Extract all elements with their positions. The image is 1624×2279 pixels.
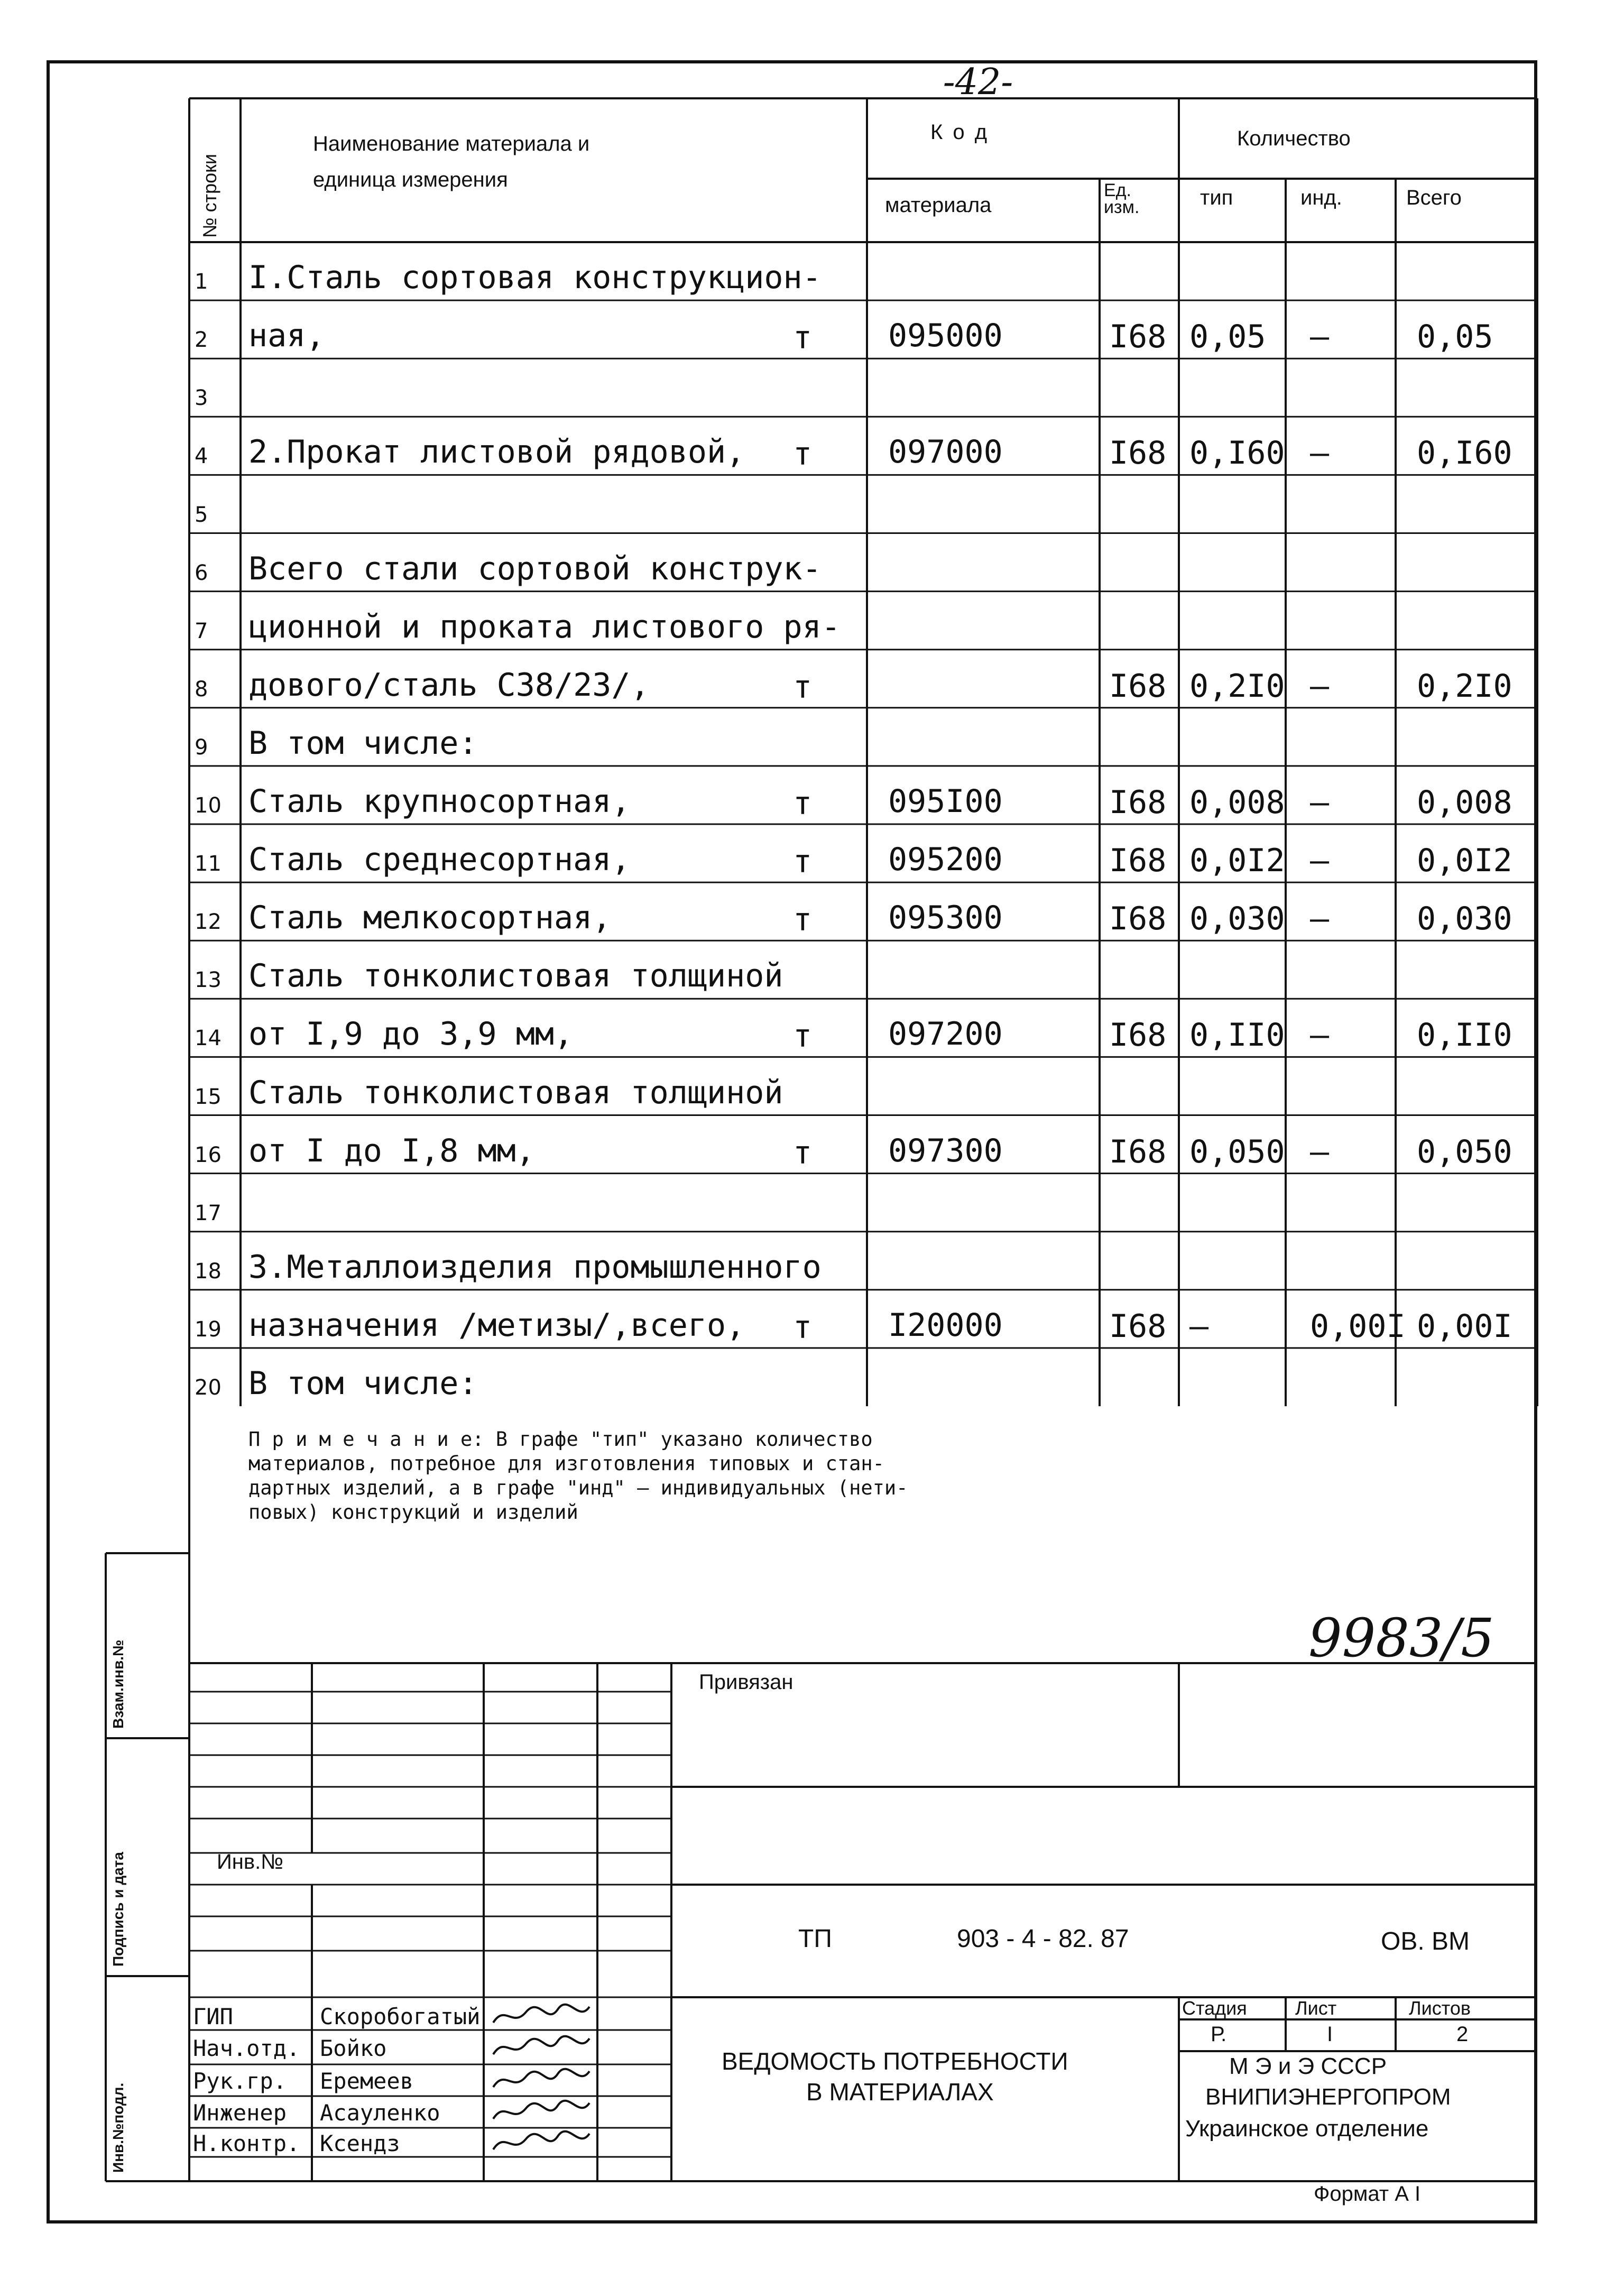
side-podpis: Подпись и дата xyxy=(110,1852,126,1967)
cell-typ: 0,2I0 xyxy=(1189,667,1285,705)
cell-total: 0,008 xyxy=(1417,784,1512,821)
cell-unit: I68 xyxy=(1109,900,1167,938)
cell-name: назначения /метизы/,всего, xyxy=(248,1306,745,1344)
signature-role: Н.контр. xyxy=(193,2130,300,2156)
signature-role: ГИП xyxy=(193,2004,233,2029)
cell-t: т xyxy=(793,668,813,706)
header-material: материала xyxy=(885,193,992,217)
cell-n: 14 xyxy=(195,1026,222,1051)
signature-name: Скоробогатый xyxy=(320,2004,481,2029)
doc-title-line2: В МАТЕРИАЛАХ xyxy=(806,2078,994,2106)
cell-total: 0,2I0 xyxy=(1417,667,1512,705)
cell-n: 6 xyxy=(195,560,208,585)
cell-total: 0,05 xyxy=(1417,318,1493,356)
cell-name: Сталь мелкосортная, xyxy=(248,899,612,937)
cell-name: от I до I,8 мм, xyxy=(248,1132,535,1169)
org-line3: Украинское отделение xyxy=(1185,2116,1429,2142)
cell-typ: 0,050 xyxy=(1189,1133,1285,1170)
signature-name: Еремеев xyxy=(320,2068,414,2094)
cell-typ: – xyxy=(1189,1307,1209,1345)
cell-unit: I68 xyxy=(1109,667,1167,705)
cell-typ: 0,I60 xyxy=(1189,435,1285,472)
cell-n: 7 xyxy=(195,619,208,643)
cell-ind: – xyxy=(1310,435,1330,472)
cell-n: 17 xyxy=(195,1201,222,1225)
header-row-no: № строки xyxy=(199,153,220,238)
cell-total: 0,00I xyxy=(1417,1307,1512,1345)
cell-ind: – xyxy=(1310,842,1330,880)
cell-unit: I68 xyxy=(1109,784,1167,821)
cell-ind: 0,00I xyxy=(1310,1307,1406,1345)
header-unit: Ед. изм. xyxy=(1104,180,1140,217)
cell-ind: – xyxy=(1310,900,1330,938)
header-ind: инд. xyxy=(1300,186,1342,209)
handwritten-signature xyxy=(489,2001,595,2031)
cell-typ: 0,030 xyxy=(1189,900,1285,938)
header-name-line2: единица измерения xyxy=(313,168,508,191)
cell-unit: I68 xyxy=(1109,1133,1167,1170)
cell-code: 097200 xyxy=(888,1016,1003,1053)
signature-name: Асауленко xyxy=(320,2100,440,2126)
cell-n: 15 xyxy=(195,1084,222,1109)
signature-role: Рук.гр. xyxy=(193,2068,287,2094)
cell-n: 19 xyxy=(195,1317,222,1342)
cell-total: 0,0I2 xyxy=(1417,842,1512,880)
cell-n: 10 xyxy=(195,794,222,818)
signature-role: Нач.отд. xyxy=(193,2035,300,2061)
note-line: повых) конструкций и изделий xyxy=(248,1501,578,1524)
signature-name: Бойко xyxy=(320,2035,387,2061)
cell-t: т xyxy=(793,436,813,473)
org-line1: М Э и Э СССР xyxy=(1229,2053,1387,2079)
cell-n: 18 xyxy=(195,1259,222,1284)
cell-n: 13 xyxy=(195,968,222,993)
cell-n: 1 xyxy=(195,270,208,294)
cell-n: 4 xyxy=(195,444,208,469)
cell-name: 3.Металлоизделия промышленного xyxy=(248,1248,822,1286)
cell-n: 8 xyxy=(195,677,208,702)
format-label: Формат А I xyxy=(1314,2182,1421,2206)
cell-t: т xyxy=(793,1308,813,1346)
page-number: -42- xyxy=(943,61,1013,103)
sheet-value: I xyxy=(1327,2023,1333,2046)
privyazan-label: Привязан xyxy=(699,1671,793,1694)
cell-unit: I68 xyxy=(1109,842,1167,880)
cell-ind: – xyxy=(1310,1133,1330,1170)
cell-t: т xyxy=(793,785,813,822)
cell-code: 095200 xyxy=(888,841,1003,879)
note-line: дартных изделий, а в графе "инд" – индивидуальных (нети- xyxy=(248,1477,908,1499)
cell-t: т xyxy=(793,319,813,357)
stage-label: Стадия xyxy=(1182,1997,1247,2019)
cell-ind: – xyxy=(1310,1017,1330,1054)
signature-name: Ксендз xyxy=(320,2130,400,2156)
header-code: К о д xyxy=(930,121,990,144)
cell-n: 2 xyxy=(195,328,208,353)
cell-typ: 0,05 xyxy=(1189,318,1266,356)
cell-name: Сталь тонколистовая толщиной xyxy=(248,957,783,995)
cell-ind: – xyxy=(1310,318,1330,356)
cell-total: 0,II0 xyxy=(1417,1017,1512,1054)
cell-code: 097000 xyxy=(888,433,1003,471)
header-quantity: Количество xyxy=(1237,127,1351,150)
header-typ: тип xyxy=(1200,186,1233,209)
handwritten-signature xyxy=(489,2128,595,2157)
cell-n: 3 xyxy=(195,386,208,411)
cell-code: 095300 xyxy=(888,899,1003,937)
cell-total: 0,050 xyxy=(1417,1133,1512,1170)
doc-code: 903 - 4 - 82. 87 xyxy=(957,1925,1129,1953)
signature-role: Инженер xyxy=(193,2100,287,2126)
cell-typ: 0,008 xyxy=(1189,784,1285,821)
cell-unit: I68 xyxy=(1109,318,1167,356)
sheet-label: Лист xyxy=(1295,1997,1337,2019)
cell-n: 12 xyxy=(195,910,222,935)
cell-total: 0,I60 xyxy=(1417,435,1512,472)
doc-code-prefix: ТП xyxy=(798,1925,832,1953)
cell-name: Сталь крупносортная, xyxy=(248,783,631,820)
cell-n: 9 xyxy=(195,735,208,760)
cell-name: ционной и проката листового ря- xyxy=(248,608,841,645)
cell-ind: – xyxy=(1310,784,1330,821)
cell-t: т xyxy=(793,1018,813,1055)
sheets-value: 2 xyxy=(1456,2023,1469,2046)
cell-n: 5 xyxy=(195,502,208,527)
note-line: П р и м е ч а н и е: В графе "тип" указано количество xyxy=(248,1428,873,1451)
cell-unit: I68 xyxy=(1109,1307,1167,1345)
note xyxy=(248,1427,908,1525)
cell-code: I20000 xyxy=(888,1306,1003,1344)
handwritten-signature xyxy=(489,2098,595,2127)
cell-name: I.Сталь сортовая конструкцион- xyxy=(248,259,822,297)
cell-name: ная, xyxy=(248,317,325,355)
cell-code: 095000 xyxy=(888,317,1003,355)
handwritten-signature xyxy=(489,2033,595,2062)
doc-suffix: ОВ. ВМ xyxy=(1381,1927,1470,1955)
handwritten-signature xyxy=(489,2066,595,2095)
header-name-line1: Наименование материала и xyxy=(313,132,590,155)
header-total: Всего xyxy=(1406,186,1462,209)
cell-unit: I68 xyxy=(1109,1017,1167,1054)
cell-name: Сталь среднесортная, xyxy=(248,841,631,879)
cell-unit: I68 xyxy=(1109,435,1167,472)
cell-n: 16 xyxy=(195,1142,222,1167)
doc-title-line1: ВЕДОМОСТЬ ПОТРЕБНОСТИ xyxy=(722,2047,1068,2075)
cell-name: от I,9 до 3,9 мм, xyxy=(248,1016,574,1053)
cell-name: Всего стали сортовой конструк- xyxy=(248,550,822,587)
cell-t: т xyxy=(793,843,813,881)
cell-total: 0,030 xyxy=(1417,900,1512,938)
inv-no-label: Инв.№ xyxy=(217,1850,284,1874)
side-vzam: Взам.инв.№ xyxy=(110,1639,126,1729)
cell-name: В том числе: xyxy=(248,724,478,762)
cell-code: 097300 xyxy=(888,1132,1003,1169)
note-line: материалов, потребное для изготовления типовых и стан- xyxy=(248,1452,884,1475)
cell-name: В том числе: xyxy=(248,1365,478,1402)
org-line2: ВНИПИЭНЕРГОПРОМ xyxy=(1205,2084,1451,2110)
stage-value: Р. xyxy=(1211,2023,1227,2046)
cell-n: 20 xyxy=(195,1376,222,1400)
cell-ind: – xyxy=(1310,667,1330,705)
cell-n: 11 xyxy=(195,852,222,876)
cell-typ: 0,0I2 xyxy=(1189,842,1285,880)
archive-number: 9983/5 xyxy=(1308,1607,1494,1669)
cell-name: дового/сталь С38/23/, xyxy=(248,666,650,704)
cell-name: Сталь тонколистовая толщиной xyxy=(248,1074,783,1111)
cell-t: т xyxy=(793,901,813,939)
cell-name: 2.Прокат листовой рядовой, xyxy=(248,433,745,471)
cell-typ: 0,II0 xyxy=(1189,1017,1285,1054)
side-inv-podl: Инв.№подл. xyxy=(110,2082,126,2173)
sheets-label: Листов xyxy=(1409,1997,1471,2019)
cell-t: т xyxy=(793,1134,813,1171)
cell-code: 095I00 xyxy=(888,783,1003,820)
